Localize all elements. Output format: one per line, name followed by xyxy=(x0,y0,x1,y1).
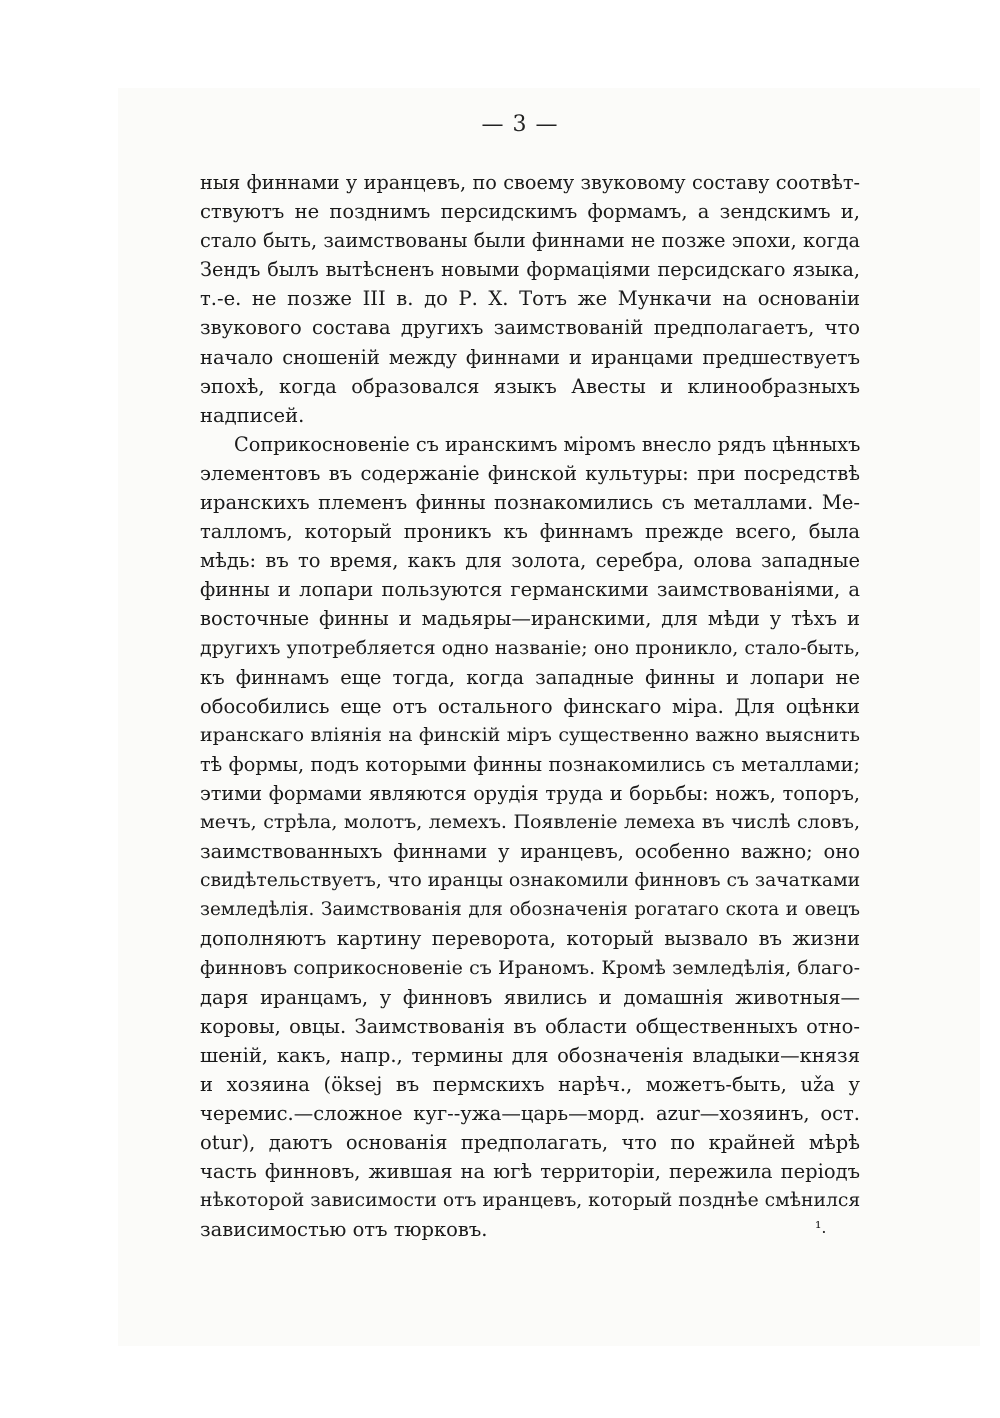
text-line: Зендъ былъ вытѣсненъ новыми формаціями персидскаго языка, xyxy=(200,258,860,282)
text-line: талломъ, который проникъ къ финнамъ прежде всего, была xyxy=(200,520,860,544)
text-line: зависимостью отъ тюрковъ. xyxy=(200,1218,488,1242)
text-line: финны и лопари пользуются германскими заимствованіями, а xyxy=(200,578,860,602)
text-line: часть финновъ, жившая на югѣ территоріи, пережила періодъ xyxy=(200,1160,860,1184)
text-line: звукового состава другихъ заимствованій предполагаетъ, что xyxy=(200,316,860,340)
text-line: и хозяина (öksej въ пермскихъ нарѣч., можетъ-быть, uža у xyxy=(200,1072,860,1096)
text-line: мечъ, стрѣла, молотъ, лемехъ. Появленіе лемеха въ числѣ словъ, xyxy=(200,811,860,834)
text-line: дополняютъ картину переворота, который вызвало въ жизни xyxy=(200,927,860,951)
text-line: даря иранцамъ, у финновъ явились и домашнія животныя— xyxy=(200,985,860,1009)
text-line: иранскихъ племенъ финны познакомились съ металлами. Ме- xyxy=(200,491,860,515)
text-line: элементовъ въ содержаніе финской культуры: при посредствѣ xyxy=(200,461,860,485)
text-line: черемис.—сложное куг--ужа—царь—морд. azur—хозяинъ, ост. xyxy=(200,1102,860,1125)
text-line: иранскаго вліянія на финскій міръ существенно важно выяснить xyxy=(200,723,860,746)
text-line: другихъ употребляется одно названіе; оно проникло, стало-быть, xyxy=(200,636,861,659)
text-line: начало сношеній между финнами и иранцами предшествуетъ xyxy=(200,345,860,369)
text-line: ныя финнами у иранцевъ, по своему звуковому составу соотвѣт- xyxy=(200,171,860,194)
text-line: финновъ соприкосновеніе съ Ираномъ. Кромѣ земледѣлія, благо- xyxy=(200,956,860,979)
footnote-marker: ¹. xyxy=(815,1218,827,1237)
text-line: этими формами являются орудія труда и борьбы: ножъ, топоръ, xyxy=(200,781,860,805)
text-line: земледѣлія. Заимствованія для обозначенія рогатаго скота и овецъ xyxy=(200,899,860,921)
text-line: стало быть, заимствованы были финнами не позже эпохи, когда xyxy=(200,229,860,253)
body-text xyxy=(200,168,860,1244)
text-line: восточные финны и мадьяры—иранскими, для мѣди у тѣхъ и xyxy=(200,607,860,631)
text-line: къ финнамъ еще тогда, когда западные финны и лопари не xyxy=(200,665,860,689)
text-line: Соприкосновеніе съ иранскимъ міромъ внесло рядъ цѣнныхъ xyxy=(234,432,861,456)
text-line: шеній, какъ, напр., термины для обозначенія владыки—князя xyxy=(200,1043,860,1067)
text-line: заимствованныхъ финнами у иранцевъ, особенно важно; оно xyxy=(200,840,860,864)
text-line: надписей. xyxy=(200,403,305,427)
text-line: otur), даютъ основанія предполагать, что по крайней мѣрѣ xyxy=(200,1131,860,1155)
text-line: эпохѣ, когда образовался языкъ Авесты и клинообразныхъ xyxy=(200,374,860,398)
text-line: тѣ формы, подъ которыми финны познакомились съ металлами; xyxy=(200,752,860,776)
text-line: мѣдь: въ то время, какъ для золота, серебра, олова западные xyxy=(200,549,860,573)
text-line: нѣкоторой зависимости отъ иранцевъ, который позднѣе смѣнился xyxy=(200,1190,861,1212)
text-line: т.-е. не позже III в. до Р. Х. Тотъ же Мункачи на основаніи xyxy=(200,287,860,311)
page-number: — 3 — xyxy=(481,112,559,137)
text-line: коровы, овцы. Заимствованія въ области общественныхъ отно- xyxy=(200,1014,860,1038)
text-line: ствуютъ не позднимъ персидскимъ формамъ, а зендскимъ и, xyxy=(200,200,860,224)
text-line: обособились еще отъ остального финскаго міра. Для оцѣнки xyxy=(200,694,860,718)
text-line: свидѣтельствуетъ, что иранцы ознакомили финновъ съ зачатками xyxy=(200,870,861,892)
